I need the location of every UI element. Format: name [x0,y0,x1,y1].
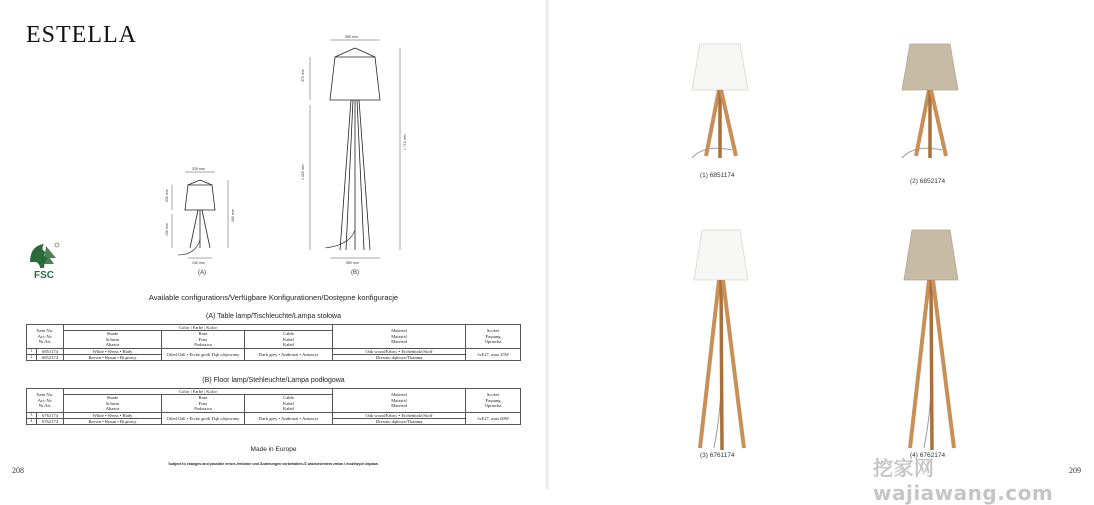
shade-color: White • Weiss • Biały [64,348,162,354]
header-socket-en: Socket [486,392,500,398]
floor-width-dim: 550 mm [345,35,358,39]
shade-header [64,395,162,412]
header-shade-de: Schirm [105,336,120,342]
fsc-label: FSC [34,270,54,281]
socket-header [466,389,521,413]
product-caption-2: (2) 6852174 [910,178,946,185]
cable-color: Dark grey • Anthrazit • Antracyt [245,412,333,425]
table-width-dim: 325 mm [192,167,205,171]
available-configurations-heading: Available configurations/Verfügbare Konfigurationen/Dostępne konfiguracje [148,293,399,302]
fsc-logo [26,240,62,286]
header-socket-de: Fassung [485,333,501,339]
product-photo-2 [894,40,984,165]
item-number: 6761174 [37,412,64,418]
row-index: 1 [27,348,37,354]
base-color: Oiled Oak • Eiche geölt Dąb olejowany [162,412,245,425]
table-lamp-drawing [172,172,228,258]
material-value-2: Drewno dębowe/Tkanina [333,419,466,425]
row-index: 2 [27,355,37,361]
product-photo-4 [894,228,984,453]
cable-color: Dark grey • Anthrazit • Antracyt [245,348,333,361]
table-base-dim: 190 mm [192,261,205,265]
product-photo-1 [684,40,774,165]
spec-table-b [26,388,521,425]
header-cable-en: Cable [283,395,294,401]
item-number: 6852174 [37,355,64,361]
shade-header [64,331,162,348]
header-socket-pl: Oprawka [484,339,502,345]
header-cable-pl: Kabel [283,342,294,348]
header-material-de: Material [391,333,407,339]
table-total-dim: 480 mm [231,209,235,222]
header-material-en: Material [391,328,407,334]
right-page [547,0,1094,489]
header-material-en: Material [391,392,407,398]
header-material-de: Material [391,397,407,403]
header-cable-pl: Kabel [283,406,294,412]
drawing-caption-a: (A) [198,270,206,276]
header-base-en: Base [198,331,208,337]
socket-header [466,325,521,349]
lamp-dimension-svg [160,30,430,280]
lamp-shade-brown [904,230,958,280]
header-base-pl: Podstawa [194,406,212,412]
header-item-pl: Nr Art. [38,403,52,409]
material-header [333,389,466,413]
spec-table-a [26,324,521,361]
product-photo-3 [684,228,774,453]
drawing-caption-b: (B) [351,270,359,276]
section-a-heading: (A) Table lamp/Tischleuchte/Lampa stołowa [205,313,341,320]
floor-base-dim: 550 mm [346,261,359,265]
item-no-header [27,325,64,349]
page-number-right: 209 [1069,466,1081,475]
lamp-shade-brown [902,44,958,90]
row-index: 4 [27,419,37,425]
cable-header [245,331,333,348]
header-base-pl: Podstawa [194,342,212,348]
material-value-1: Oak wood/Fabric • Eichenholz/Stoff [333,348,466,354]
cable-header [245,395,333,412]
color-group-header: Color | Farbe | Kolor [64,325,333,331]
color-group-header: Color | Farbe | Kolor [64,389,333,395]
header-item-en: Item No. [36,392,54,398]
header-cable-de: Kabel [283,336,294,342]
floor-leg-dim: 1 020 mm [301,164,305,180]
header-socket-de: Fassung [485,397,501,403]
dimension-drawing [160,30,430,280]
table-shade-dim: 230 mm [165,189,169,202]
material-value-2: Drewno dębowe/Tkanina [333,355,466,361]
header-shade-de: Schirm [105,400,120,406]
floor-lamp-drawing [310,40,400,258]
header-item-pl: Nr Art. [38,339,52,345]
base-header [162,331,245,348]
left-page [0,0,547,489]
lamp-shade-white [694,230,748,280]
section-b-heading: (B) Floor lamp/Stehleuchte/Lampa podłogowa [202,377,345,384]
item-number: 6762174 [37,419,64,425]
fsc-tree-icon [26,240,62,270]
product-caption-1: (1) 6851174 [700,172,735,179]
header-material-pl: Materiał [391,339,407,345]
shade-color: Brown • Braun • Brązowy [64,419,162,425]
floor-total-dim: 1 710 mm [403,134,407,150]
header-base-en: Base [198,395,208,401]
header-socket-en: Socket [486,328,500,334]
header-item-en: Item No. [36,328,54,334]
header-item-de: Art.-Nr. [37,397,53,403]
lamp-shade-white [692,44,748,90]
header-base-de: Fuss [198,400,208,406]
header-shade-pl: Abażur [105,406,120,412]
made-in-label: Made in Europe [250,446,297,453]
material-value-1: Oak wood/Fabric • Eichenholz/Stoff [333,412,466,418]
row-index: 3 [27,412,37,418]
page-number-left: 208 [12,466,24,475]
header-shade-pl: Abażur [105,342,120,348]
shade-color: White • Weiss • Biały [64,412,162,418]
header-shade-en: Shade [106,331,119,337]
subject-note: Subject to changes and possible errors./Irrtümer und Änderungen vorbehalten./Z zastrzeżeniem zmian i możliwych błędów. [168,462,379,466]
floor-shade-dim: 370 mm [301,69,305,82]
product-title: ESTELLA [26,22,137,48]
header-shade-en: Shade [106,395,119,401]
header-cable-de: Kabel [283,400,294,406]
header-item-de: Art.-Nr. [37,333,53,339]
material-header [333,325,466,349]
product-caption-3: (3) 6761174 [700,452,735,459]
header-socket-pl: Oprawka [484,403,502,409]
socket-value: 1xE27, max 60W [466,412,521,425]
item-number: 6851174 [37,348,64,354]
base-header [162,395,245,412]
socket-value: 1xE27, max 25W [466,348,521,361]
header-base-de: Fuss [198,336,208,342]
table-leg-dim: 150 mm [165,223,169,236]
header-material-pl: Materiał [391,403,407,409]
product-caption-4: (4) 6762174 [910,452,946,459]
header-cable-en: Cable [283,331,294,337]
shade-color: Brown • Braun • Brązowy [64,355,162,361]
item-no-header [27,389,64,413]
base-color: Oiled Oak • Eiche geölt Dąb olejowany [162,348,245,361]
watermark: 挖家网 wajiawang.com [873,456,1054,505]
